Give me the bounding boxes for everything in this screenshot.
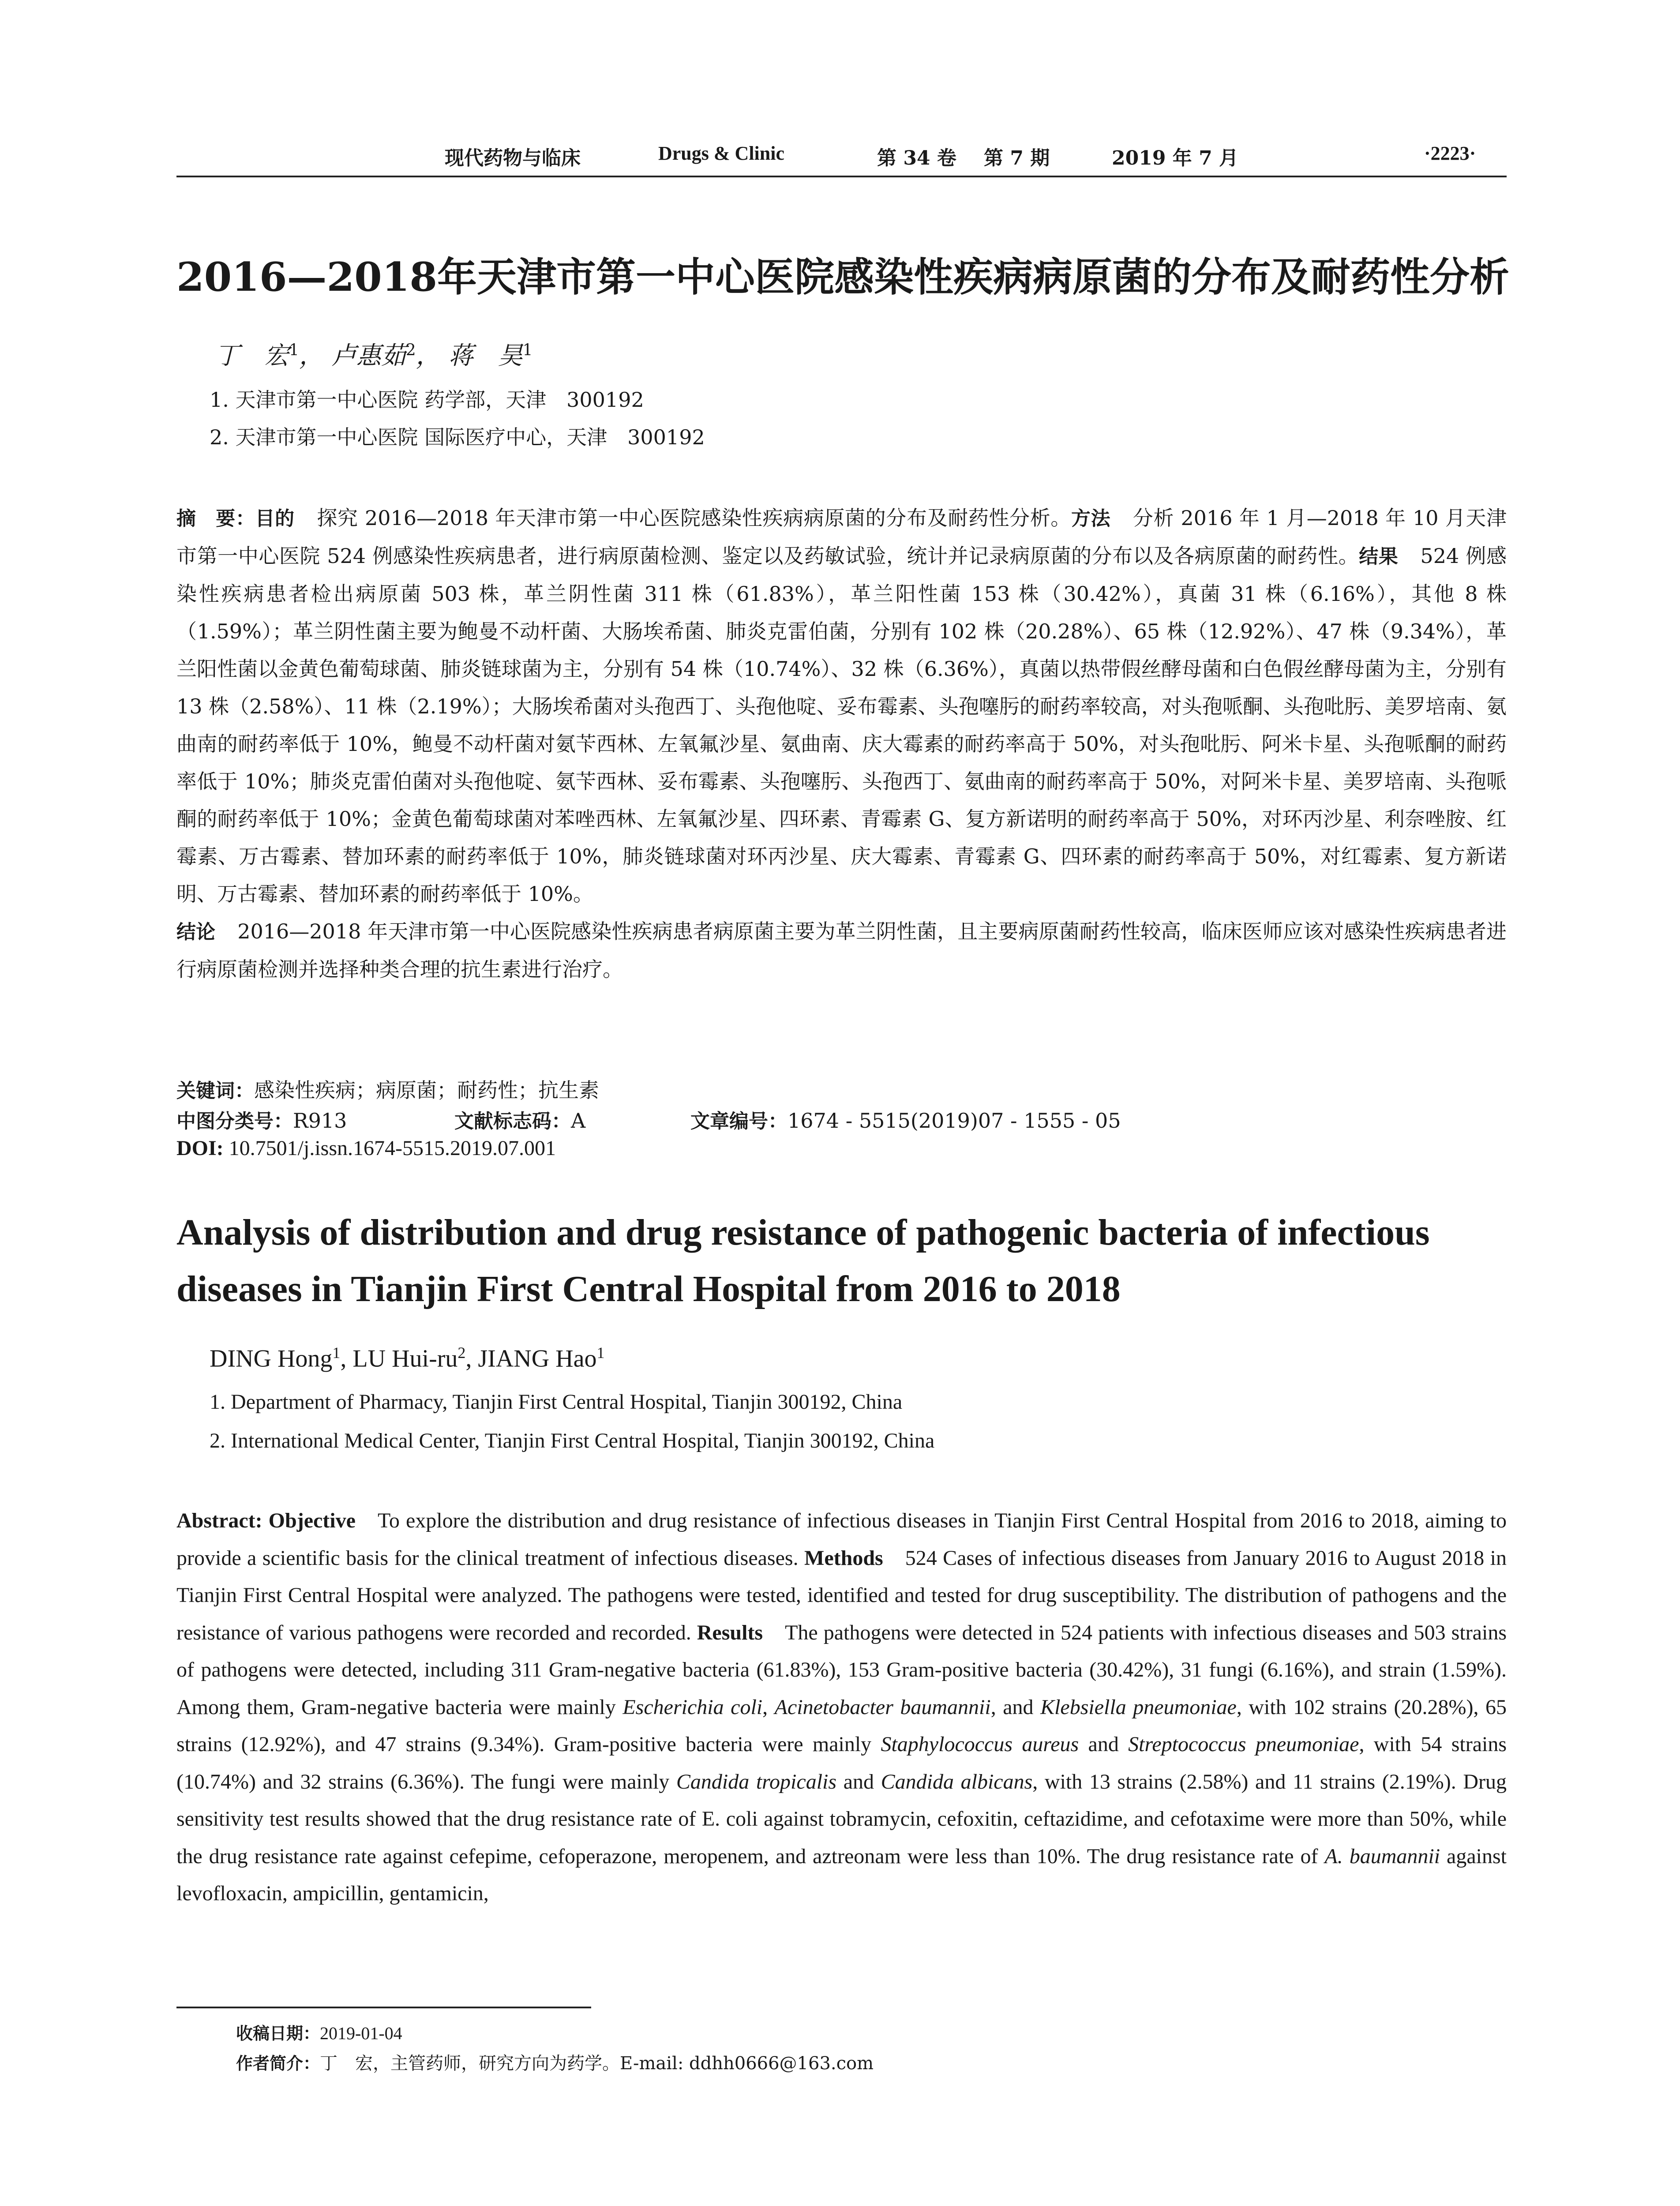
author-en-name: DING Hong [210,1345,333,1373]
species-name: A. baumannii [1324,1844,1440,1868]
text-separator: , [762,1695,775,1719]
authors-en: DING Hong$^1$, LU Hui-$ru^2$, JIANG Hao$^1$ [210,1344,605,1373]
issue-label: 第 7 期 [984,147,1050,169]
author-bio [236,2049,874,2075]
author-cn-sup: 2 [405,341,416,360]
title-en: Analysis of distribution and drug resistance of pathogenic bacteria of infectious diseases in Tianjin First Central Hospital from 2016 to 2018 [176,1212,1430,1309]
affiliation-en-1: 1. Department of Pharmacy, Tianjin First Central Hospital, Tianjin 300192, China [210,1390,903,1414]
author-bio-label: 作者简介： [236,2054,320,2073]
methods-en-text: 524 Cases of infectious diseases from January 2016 to August 2018 in Tianjin First Central Hospital were analyzed. The pathogens were tested, identified and tested for drug susceptibility. The distribution of pathogens and the resistance of various pathogens were recorded and recorded. [176,1546,1507,1644]
title-cn: 2016—2018年天津市第一中心医院感染性疾病病原菌的分布及耐药性分析 [176,254,1509,300]
objective-cn-text: 探究 2016—2018 年天津市第一中心医院感染性疾病病原菌的分布及耐药性分析。 [316,506,1071,530]
running-header [176,142,1507,174]
received-label: 收稿日期： [236,2024,320,2043]
journal-name-cn: 现代药物与临床 [445,147,581,169]
results-en-text: , with 102 strains (20.28%), 65 strains (12.92%), and 47 strains (9.34%). Gram-positive bacteria were mainly [176,1695,1507,1756]
results-en-label: Results [697,1621,763,1644]
author-en-name: LU Hui-ru [352,1345,458,1373]
author-en-sup: 1 [596,1344,605,1362]
species-name: Klebsiella pneumoniae [1040,1695,1237,1719]
authors-cn: 丁 宏$^1$， 卢惠茹$^2$， 蒋 昊$^1$ [215,341,533,370]
methods-cn-label: 方法 [1071,507,1111,530]
clc-label: 中图分类号： [176,1110,293,1133]
abstract-cn [176,499,1507,988]
species-name: Acinetobacter baumannii [774,1695,991,1719]
results-en-text: against levofloxacin, ampicillin, gentamicin, [176,1844,1507,1905]
doi-label: DOI: [176,1137,224,1160]
text-separator: and [1079,1733,1129,1756]
author-en-sup: 2 [458,1344,466,1362]
affiliation-cn-2: 2. 天津市第一中心医院 国际医疗中心，天津 300192 [210,425,705,449]
conclusion-cn-text: 2016—2018 年天津市第一中心医院感染性疾病患者病原菌主要为革兰阴性菌，且主要病原菌耐药性较高，临床医师应该对感染性疾病患者进行病原菌检测并选择种类合理的抗生素进行治疗。 [176,919,1507,981]
abstract-en [176,1502,1507,1913]
doc-code-value: A [571,1109,586,1133]
methods-cn-text: 分析 2016 年 1 月—2018 年 10 月天津市第一中心医院 524 例感染性疾病患者，进行病原菌检测、鉴定以及药敏试验，统计并记录病原菌的分布以及各病原菌的耐药性。 [176,506,1507,568]
species-name: Streptococcus pneumoniae [1128,1733,1359,1756]
results-cn-label: 结果 [1359,545,1399,568]
results-cn-text: 524 例感染性疾病患者检出病原菌 503 株，革兰阴性菌 311 株（61.83%），革兰阳性菌 153 株（30.42%），真菌 31 株（6.16%），其他 8 株（1.59%）；革兰阴性菌主要为鲍曼不动杆菌、大肠埃希菌、肺炎克雷伯菌，分别有 102 株（20.28%）、65 株（12.92%）、47 株（9.34%），革兰阳性菌以金黄色葡萄球菌、肺炎链球菌为主，分别有 54 株（10.74%）、32 株（6.36%），真菌以热带假丝酵母菌和白色假丝酵母菌为主，分别有 13 株（2.58%）、11 株（2.19%）；大肠埃希菌对头孢西丁、头孢他啶、妥布霉素、头孢噻肟的耐药率较高，对头孢哌酮、头孢吡肟、美罗培南、氨曲南的耐药率低于 10%，鲍曼不动杆菌对氨苄西林、左氧氟沙星、氨曲南、庆大霉素的耐药率高于 50%，对头孢吡肟、阿米卡星、头孢哌酮的耐药率低于 10%；肺炎克雷伯菌对头孢他啶、氨苄西林、妥布霉素、头孢噻肟、头孢西丁、氨曲南的耐药率高于 50%，对阿米卡星、美罗培南、头孢哌酮的耐药率低于 10%；金黄色葡萄球菌对苯唑西林、左氧氟沙星、四环素、青霉素 G、复方新诺明的耐药率高于 50%，对环丙沙星、利奈唑胺、红霉素、万古霉素、替加环素的耐药率低于 10%，肺炎链球菌对环丙沙星、庆大霉素、青霉素 G、四环素的耐药率高于 50%，对红霉素、复方新诺明、万古霉素、替加环素的耐药率低于 10%。 [176,544,1507,906]
species-name: Candida albicans [881,1770,1033,1793]
doi-value: 10.7501/j.issn.1674-5515.2019.07.001 [229,1137,556,1160]
methods-en-label: Methods [804,1546,883,1570]
author-cn-name: 丁 宏 [215,341,289,370]
objective-en-text: To explore the distribution and drug resistance of infectious diseases in Tianjin First Central Hospital from 2016 to 2018, aiming to provide a scientific basis for the clinical treatment of infectious diseases. [176,1509,1507,1570]
journal-name-en: Drugs & Clinic [658,143,784,164]
header-rule [176,176,1507,177]
author-cn-name: 卢惠茹 [331,341,406,370]
species-name: Staphylococcus aureus [881,1733,1079,1756]
received-value: 2019-01-04 [320,2023,402,2043]
affiliation-en-2: 2. International Medical Center, Tianjin First Central Hospital, Tianjin 300192, China [210,1429,935,1452]
article-number-label: 文章编号： [690,1110,788,1133]
abstract-cn-label: 摘 要： [176,507,255,530]
keywords-cn-label: 关键词： [176,1080,254,1102]
objective-cn-label: 目的 [255,507,295,530]
species-name: Candida tropicalis [676,1770,837,1793]
abstract-en-label: Abstract: Objective [176,1509,356,1532]
author-cn-sup: 1 [289,341,299,360]
results-en-text: , with 54 strains (10.74%) and 32 strains (6.36%). The fungi were mainly [176,1733,1507,1793]
doc-code-label: 文献标志码： [454,1110,571,1133]
conclusion-cn-label: 结论 [176,921,216,943]
keywords-cn [176,1074,599,1103]
author-cn-sup: 1 [522,341,533,360]
article-number-value: 1674 - 5515(2019)07 - 1555 - 05 [788,1109,1121,1133]
results-en-text: , with 13 strains (2.58%) and 11 strains (2.19%). Drug sensitivity test results showed that the drug resistance rate of E. coli against tobramycin, cefoxitin, ceftazidime, and cefotaxime were more than 50%, while the drug resistance rate against cefepime, cefoperazone, meropenem, and aztreonam were less than 10%. The drug resistance rate of [176,1770,1507,1868]
page-number: ·2223· [1424,143,1476,164]
doi-line [176,1136,556,1160]
text-separator: , and [990,1695,1041,1719]
clc-value: R913 [293,1109,347,1133]
issue-date: 2019 年 7 月 [1112,147,1239,169]
results-en-text: The pathogens were detected in 524 patients with infectious diseases and 503 strains of pathogens were detected, including 311 Gram-negative bacteria (61.83%), 153 Gram-positive bacteria (30.42%), 31 fungi (6.16%), and strain (1.59%). Among them, Gram-negative bacteria were mainly [176,1621,1507,1719]
footnote-rule [176,2007,591,2008]
author-en-name: JIANG Hao [478,1345,597,1373]
classification-line [176,1105,1507,1133]
species-name: Escherichia coli [622,1695,763,1719]
author-en-sup: 1 [332,1344,341,1362]
text-separator: and [836,1770,881,1793]
author-cn-name: 蒋 昊 [448,341,523,370]
author-bio-value: 丁 宏，主管药师，研究方向为药学。E-mail: ddhh0666@163.com [320,2053,874,2074]
keywords-cn-value: 感染性疾病；病原菌；耐药性；抗生素 [254,1078,599,1102]
affiliation-cn-1: 1. 天津市第一中心医院 药学部，天津 300192 [210,388,644,412]
received-date [236,2020,402,2044]
volume-label: 第 34 卷 [877,147,956,169]
